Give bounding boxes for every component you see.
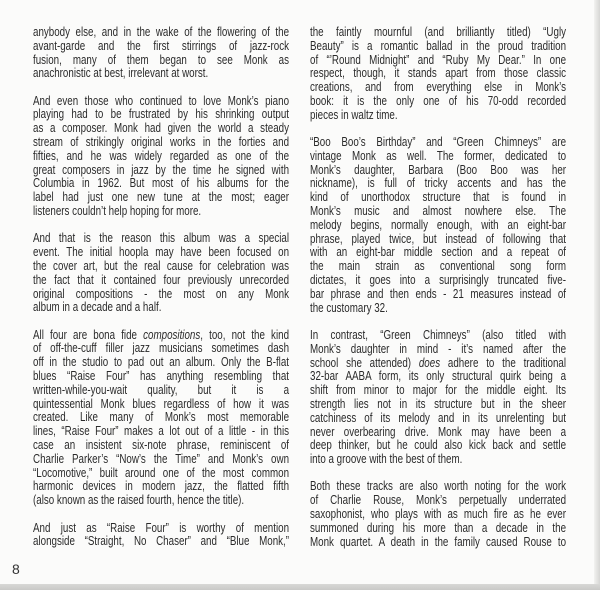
text-line: avant-garde and the first stirrings of jazz-rock [33,37,290,53]
text-line: created. Like many of Monk’s most memorable [33,409,290,425]
text-line: off in the studio to pad out an album. Only the B-flat [33,354,290,370]
text-line: dictates, it goes into a surprisingly truncated five- [310,272,567,288]
text-line: kind of unorthodox structure that is found in [310,189,567,205]
text-line: the faintly mournful (and brilliantly titled) “Ugly [310,24,567,39]
text-line: “Boo Boo’s Birthday” and “Green Chimneys” are [310,134,567,150]
text-line: lines, “Raise Four” makes a lot out of a little - in this [33,423,290,439]
paragraph [33,328,289,507]
text-line: harmonic devices in modern jazz, the flatted fifth [33,478,290,494]
page-number: 8 [12,561,20,577]
text-line [310,356,566,370]
text-line: deep thinker, but he could also kick back and settle [310,437,567,453]
text-line: Beauty” is a romantic ballad in the proud tradition [310,37,567,53]
text-line: pieces in waltz time. [310,106,398,122]
left-column [33,25,289,562]
text-line: of off-the-cuff filler jazz musicians sometimes dash [33,340,290,356]
text-line: Both these tracks are also worth noting for the work [310,478,567,494]
text-line: saxophonist, who plays with as much fire as he ever [310,506,567,521]
text-segment: adhere to the traditional [440,354,567,370]
text-line: never overbearing drive. Monk may have been a [310,423,567,439]
text-line: Monk quartet. A death in the family caused Rouse to [310,533,567,549]
italic-text: compositions [143,326,201,342]
text-line: written-while-you-wait quality, but it is a [33,381,290,397]
italic-text: does [418,354,441,370]
text-line: case an insistent six-note phrase, reminiscent of [33,437,290,453]
text-line: vintage Monk as well. The former, dedicated to [310,147,567,163]
text-line: creations, and from everything else in Monk’s [310,79,567,95]
paragraph [33,231,289,314]
text-line: Monk’s daughter, Barbara (Boo Boo was her [310,161,567,177]
text-line: book: it is the only one of his 70-odd recorded [310,92,567,108]
text-line: respect, though, it stands apart from those classic [310,65,567,81]
text-line: as a composer. Monk had given the world a steady [33,120,290,136]
page-edge-shadow [594,0,600,590]
text-line: nickname), is full of tricky accents and has the [310,175,567,191]
text-line: Charlie Parker’s “Now’s the Time” and Monk’s own [33,450,290,466]
text-line: listeners couldn’t help hoping for more. [33,203,202,219]
text-line: anybody else, and in the wake of the flowering of the [33,24,290,39]
text-segment: All four are bona fide [33,326,144,342]
text-line: the customary 32. [310,299,388,315]
text-line: into a groove with the best of them. [310,451,463,467]
text-line: of “’Round Midnight” and “Ruby My Dear.” In one [310,51,567,67]
text-line: shift from minor to major for the middle eight. Its [310,382,567,398]
text-line: of Charlie Rouse, Monk’s perpetually underrated [310,492,567,508]
paragraph [33,521,289,549]
paragraph [310,328,566,466]
text-line: In contrast, “Green Chimneys” (also titled with [310,326,567,342]
text-segment: , too, not the kind [200,326,290,342]
text-line: And even those who continued to love Monk’s piano [33,92,290,108]
text-line: “Locomotive,” built around one of the most common [33,464,290,480]
text-line: summoned during his more than a decade in the [310,519,567,535]
text-line: original compositions - the most on any Monk [33,285,290,301]
right-column [310,25,566,562]
text-line: stream of strikingly original works in the forties and [33,134,290,150]
text-line: anachronistic at best, irrelevant at worst. [33,65,209,81]
text-line: alongside “Straight, No Chaser” and “Blue Monk,” [33,533,290,549]
text-line [33,328,289,342]
text-line: label had just one new tune at the most; eager [33,189,290,205]
text-line: bar phrase and then ends - 21 measures instead of [310,285,567,301]
text-line: the fact that it contained four previously unrecorded [33,271,290,287]
text-line: catchiness of its melody and in its unrelenting but [310,409,567,425]
text-line: the cover art, but the real cause for celebration was [33,257,290,273]
text-line: fifties, and he was widely regarded as one of the [33,147,290,163]
text-line: (also known as the raised fourth, hence the title). [33,492,245,508]
text-line: strength lies not in its structure but in the sheer [310,395,567,411]
text-segment: school she attended) [310,354,419,370]
text-line: blues “Raise Four” has anything resembling that [33,368,290,384]
paragraph [310,25,566,122]
paragraph [310,479,566,548]
text-line: Monk’s music and almost nowhere else. The [310,203,567,219]
text-line: Monk’s daughter in mind - it’s named after the [310,340,567,356]
text-line: 32-bar AABA form, its only structural quirk being a [310,368,567,384]
paragraph [33,94,289,218]
paragraph [310,135,566,314]
text-line: And that is the reason this album was a special [33,230,290,246]
text-line: melody begins, normally enough, with an eight-bar [310,216,567,232]
page-bottom-edge [0,584,600,590]
text-line: And just as “Raise Four” is worthy of mention [33,519,290,535]
text-line: great composers in jazz by the time he signed with [33,161,290,177]
text-line: playing had to be frustrated by his shrinking output [33,106,290,122]
text-line: with an eight-bar middle section and a repeat of [310,244,567,260]
paragraph [33,25,289,80]
text-line: quintessential Monk blues regardless of how it was [33,395,290,411]
text-line: Columbia in 1962. But most of his albums for the [33,175,290,191]
text-line: the main strain as conventional song form [310,258,567,274]
text-line: event. The initial hoopla may have been focused on [33,244,290,260]
text-line: phrase, played twice, but instead of following that [310,230,567,246]
text-line: fusion, many of them began to see Monk as [33,51,290,67]
text-line: album in a decade and a half. [33,299,162,315]
